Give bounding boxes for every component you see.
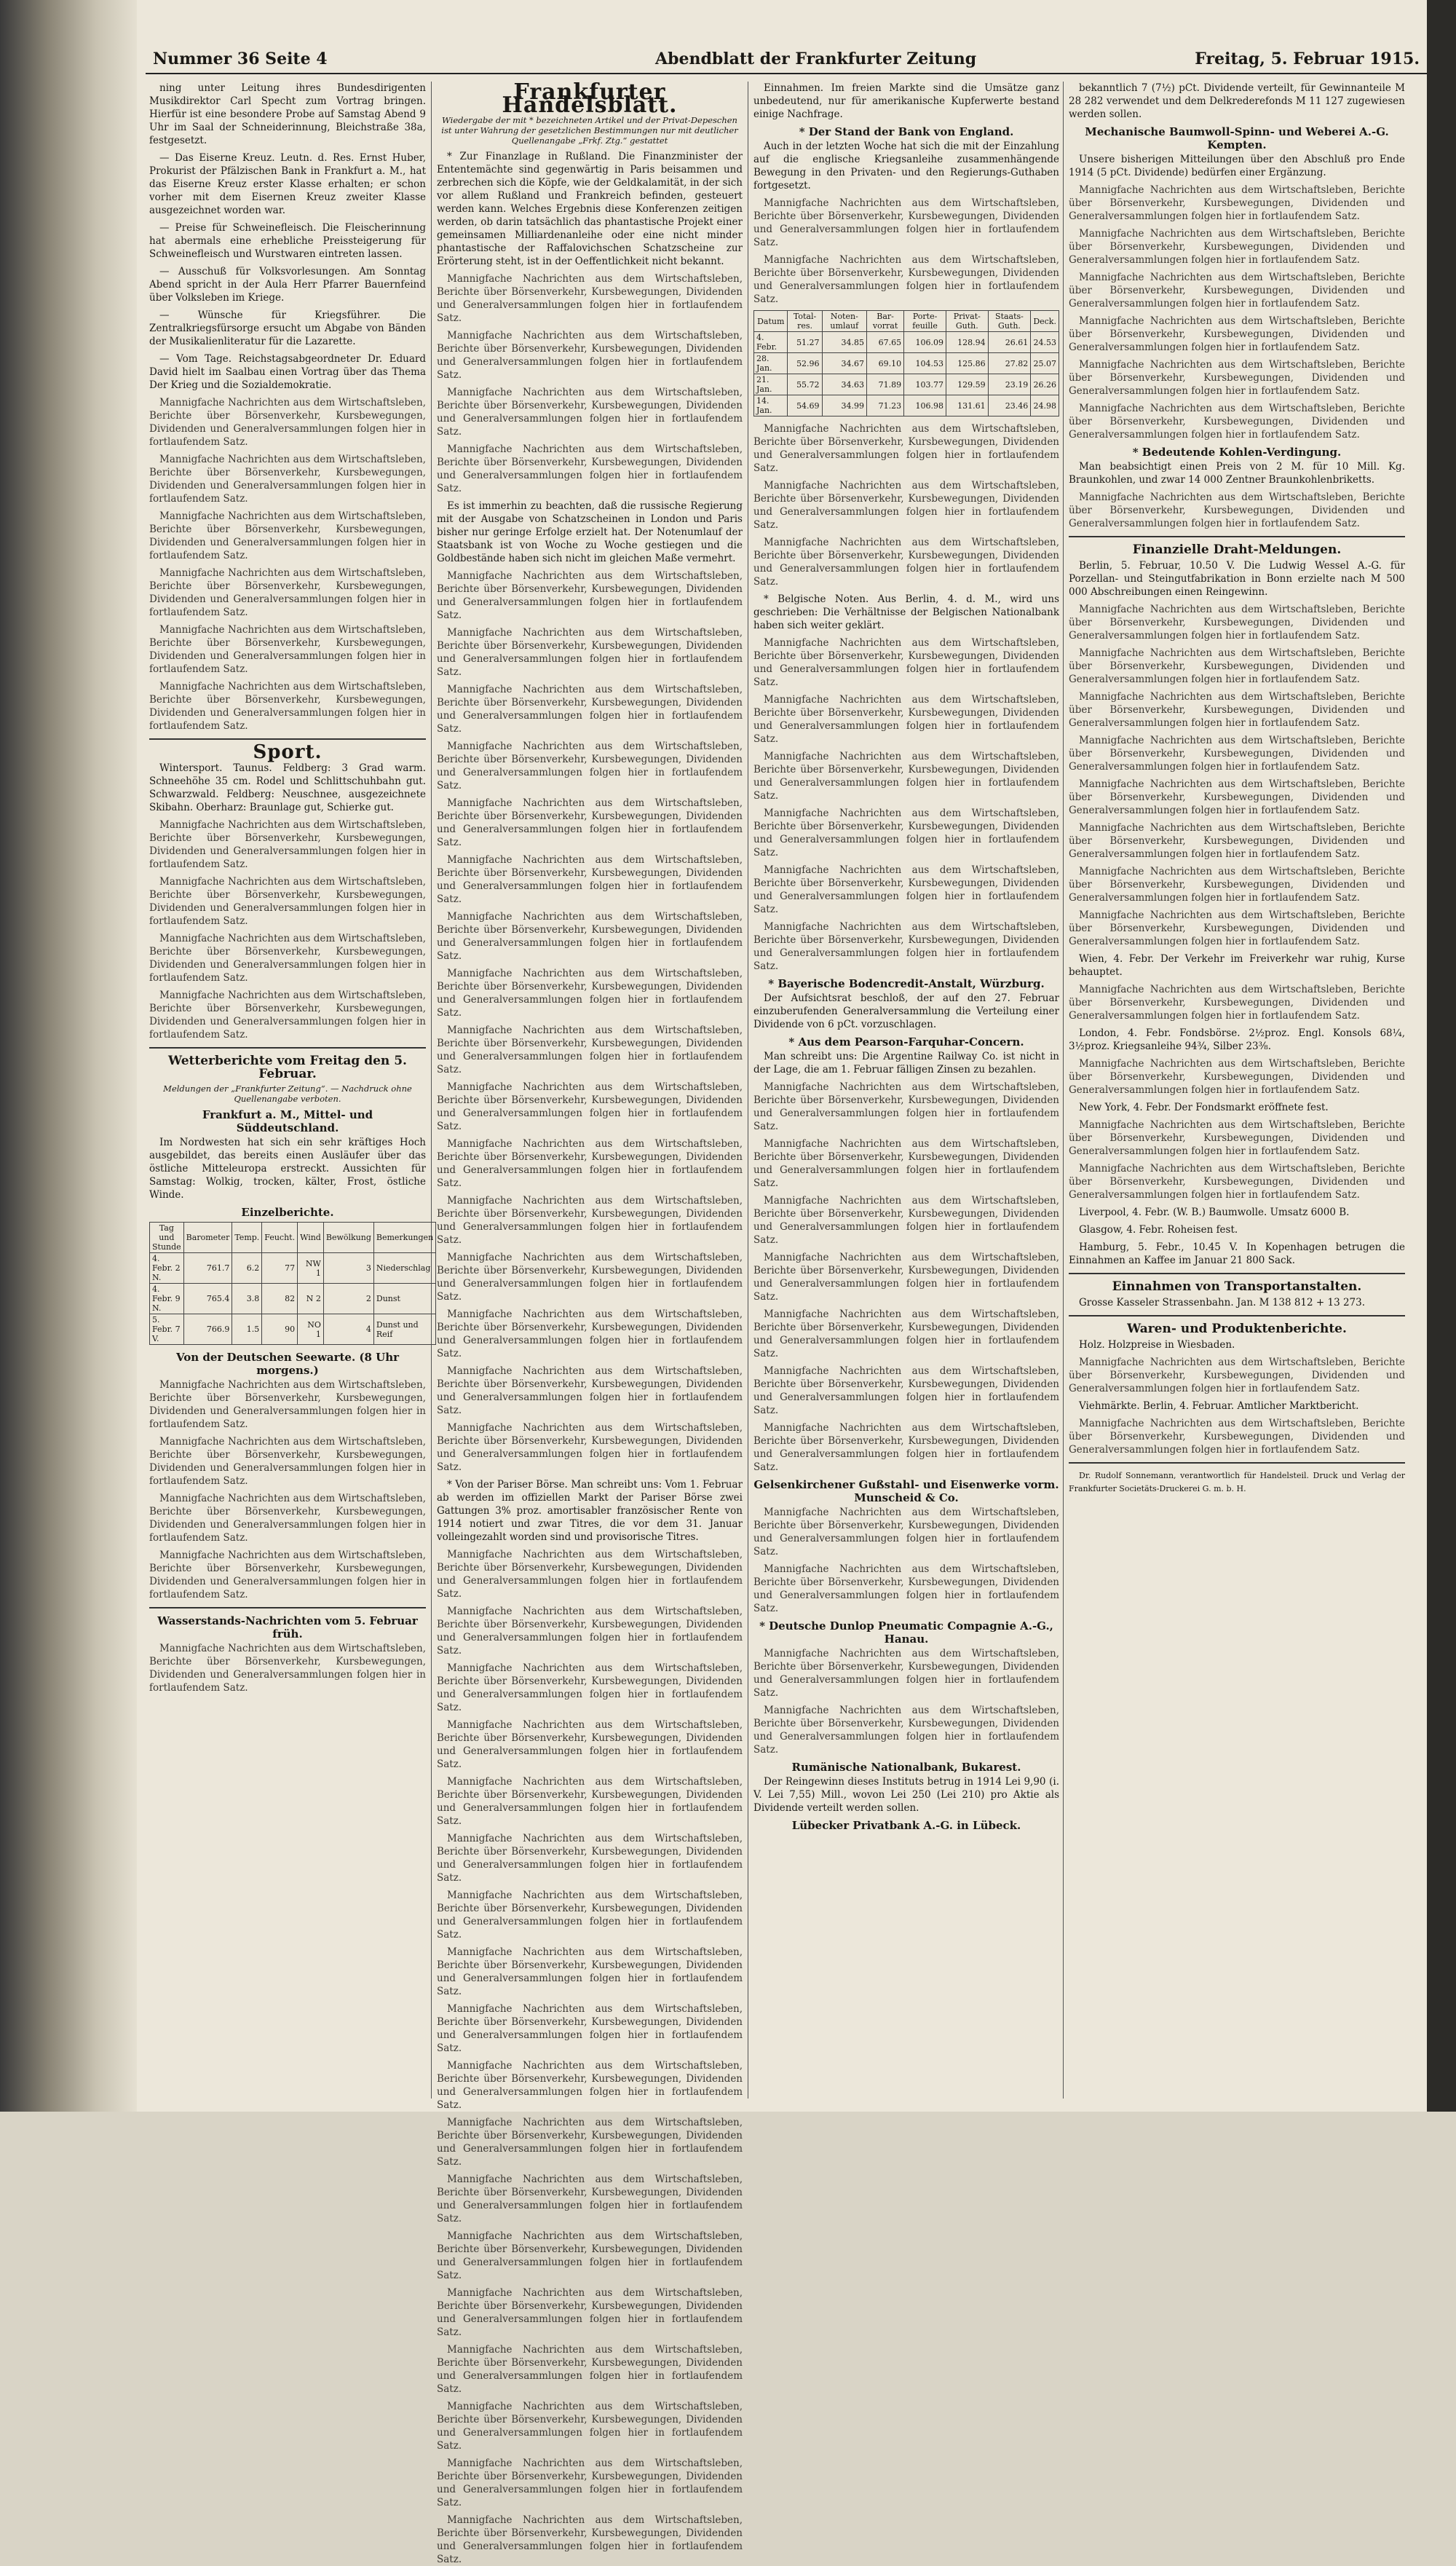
section-subtitle: * Bayerische Bodencredit-Anstalt, Würzburg. (768, 977, 1045, 990)
table-header: Temp. (232, 1223, 262, 1253)
table-row (754, 374, 1059, 395)
article-text: Mannigfache Nachrichten aus dem Wirtschaftsleben, Berichte über Börsenverkehr, Kursbewegungen, Dividenden und Generalversammlungen folgen hier in fortlaufendem Satz. (437, 797, 743, 848)
section-divider (1069, 536, 1405, 537)
imprint: Dr. Rudolf Sonnemann, verantwortlich für Handelsteil. Druck und Verlag der Frankfurter Societäts-Druckerei G. m. b. H. (1069, 1471, 1405, 1493)
article-text: Holz. Holzpreise in Wiesbaden. (1079, 1339, 1235, 1351)
article-text: Der Aufsichtsrat beschloß, der auf den 27. Februar einzuberufenden Generalversammlung die Verteilung einer Dividende von 6 pCt. vorzuschlagen. (753, 992, 1059, 1030)
column-2 (437, 79, 743, 2565)
article-text: Mannigfache Nachrichten aus dem Wirtschaftsleben, Berichte über Börsenverkehr, Kursbewegungen, Dividenden und Generalversammlungen folgen hier in fortlaufendem Satz. (753, 1705, 1059, 1756)
table-cell: 3.8 (232, 1284, 262, 1314)
article-text: Mannigfache Nachrichten aus dem Wirtschaftsleben, Berichte über Börsenverkehr, Kursbewegungen, Dividenden und Generalversammlungen folgen hier in fortlaufendem Satz. (1069, 647, 1405, 685)
article-text: Mannigfache Nachrichten aus dem Wirtschaftsleben, Berichte über Börsenverkehr, Kursbewegungen, Dividenden und Generalversammlungen folgen hier in fortlaufendem Satz. (437, 1025, 743, 1075)
article-text: Mannigfache Nachrichten aus dem Wirtschaftsleben, Berichte über Börsenverkehr, Kursbewegungen, Dividenden und Generalversammlungen folgen hier in fortlaufendem Satz. (753, 1422, 1059, 1473)
article-text: Mannigfache Nachrichten aus dem Wirtschaftsleben, Berichte über Börsenverkehr, Kursbewegungen, Dividenden und Generalversammlungen folgen hier in fortlaufendem Satz. (437, 1662, 743, 1713)
article-text: Mannigfache Nachrichten aus dem Wirtschaftsleben, Berichte über Börsenverkehr, Kursbewegungen, Dividenden und Generalversammlungen folgen hier in fortlaufendem Satz. (1069, 822, 1405, 860)
table-cell: 55.72 (788, 374, 822, 395)
article-text: Mannigfache Nachrichten aus dem Wirtschaftsleben, Berichte über Börsenverkehr, Kursbewegungen, Dividenden und Generalversammlungen folgen hier in fortlaufendem Satz. (437, 273, 743, 324)
article-text: Mannigfache Nachrichten aus dem Wirtschaftsleben, Berichte über Börsenverkehr, Kursbewegungen, Dividenden und Generalversammlungen folgen hier in fortlaufendem Satz. (437, 968, 743, 1019)
table-row (150, 1253, 436, 1284)
article-text: Mannigfache Nachrichten aus dem Wirtschaftsleben, Berichte über Börsenverkehr, Kursbewegungen, Dividenden und Generalversammlungen folgen hier in fortlaufendem Satz. (753, 423, 1059, 474)
article-text: Mannigfache Nachrichten aus dem Wirtschaftsleben, Berichte über Börsenverkehr, Kursbewegungen, Dividenden und Generalversammlungen folgen hier in fortlaufendem Satz. (753, 197, 1059, 248)
column-4 (1069, 82, 1405, 2099)
table-header: Porte-feuille (904, 311, 946, 332)
table-header: Datum (754, 311, 788, 332)
table-cell: 69.10 (867, 353, 904, 374)
article-text: Mannigfache Nachrichten aus dem Wirtschaftsleben, Berichte über Börsenverkehr, Kursbewegungen, Dividenden und Generalversammlungen folgen hier in fortlaufendem Satz. (437, 2003, 743, 2054)
table-cell: Niederschlag (373, 1253, 435, 1284)
article-text: Glasgow, 4. Febr. Roheisen fest. (1079, 1224, 1238, 1236)
table-header: Noten-umlauf (822, 311, 866, 332)
article-text: Mannigfache Nachrichten aus dem Wirtschaftsleben, Berichte über Börsenverkehr, Kursbewegungen, Dividenden und Generalversammlungen folgen hier in fortlaufendem Satz. (149, 454, 426, 505)
article-text: * Belgische Noten. Aus Berlin, 4. d. M., wird uns geschrieben: Die Verhältnisse der Belgischen Nationalbank haben sich weiter geklärt. (753, 593, 1059, 631)
table-cell: 125.86 (946, 353, 988, 374)
section-subtitle: Frankfurt a. M., Mittel- und Süddeutschland. (202, 1108, 373, 1134)
table-cell: 761.7 (183, 1253, 232, 1284)
table-cell: 26.61 (988, 332, 1031, 353)
article-text: Mannigfache Nachrichten aus dem Wirtschaftsleben, Berichte über Börsenverkehr, Kursbewegungen, Dividenden und Generalversammlungen folgen hier in fortlaufendem Satz. (437, 1776, 743, 1827)
copyright-note: Wiedergabe der mit * bezeichneten Artikel und der Privat-Depeschen ist unter Wahrung der gesetzlichen Bestimmungen nur mit deutlicher Quellenangabe „Frkf. Ztg.“ gestattet (441, 115, 738, 146)
article-text: Mannigfache Nachrichten aus dem Wirtschaftsleben, Berichte über Börsenverkehr, Kursbewegungen, Dividenden und Generalversammlungen folgen hier in fortlaufendem Satz. (437, 1308, 743, 1359)
section-title: Wetterberichte vom Freitag den 5. Februar. (168, 1054, 407, 1081)
article-text: Mannigfache Nachrichten aus dem Wirtschaftsleben, Berichte über Börsenverkehr, Kursbewegungen, Dividenden und Generalversammlungen folgen hier in fortlaufendem Satz. (753, 1365, 1059, 1416)
article-text: — Vom Tage. Reichstagsabgeordneter Dr. Eduard David hielt im Saalbau einen Vortrag über das Thema Der Krieg und die Sozialdemokratie. (149, 353, 426, 391)
article-text: Mannigfache Nachrichten aus dem Wirtschaftsleben, Berichte über Börsenverkehr, Kursbewegungen, Dividenden und Generalversammlungen folgen hier in fortlaufendem Satz. (1069, 604, 1405, 642)
article-text: Mannigfache Nachrichten aus dem Wirtschaftsleben, Berichte über Börsenverkehr, Kursbewegungen, Dividenden und Generalversammlungen folgen hier in fortlaufendem Satz. (149, 681, 426, 732)
article-text: Mannigfache Nachrichten aus dem Wirtschaftsleben, Berichte über Börsenverkehr, Kursbewegungen, Dividenden und Generalversammlungen folgen hier in fortlaufendem Satz. (149, 990, 426, 1041)
section-title: Sport. (253, 741, 323, 763)
article-text: Mannigfache Nachrichten aus dem Wirtschaftsleben, Berichte über Börsenverkehr, Kursbewegungen, Dividenden und Generalversammlungen folgen hier in fortlaufendem Satz. (437, 1195, 743, 1246)
header-date: Freitag, 5. Februar 1915. (1195, 50, 1420, 68)
section-subtitle: * Bedeutende Kohlen-Verdingung. (1132, 446, 1342, 459)
article-text: Liverpool, 4. Febr. (W. B.) Baumwolle. Umsatz 6000 B. (1079, 1207, 1350, 1218)
article-text: Mannigfache Nachrichten aus dem Wirtschaftsleben, Berichte über Börsenverkehr, Kursbewegungen, Dividenden und Generalversammlungen folgen hier in fortlaufendem Satz. (753, 1308, 1059, 1359)
header-page-number: Nummer 36 Seite 4 (153, 50, 328, 68)
article-text: Mannigfache Nachrichten aus dem Wirtschaftsleben, Berichte über Börsenverkehr, Kursbewegungen, Dividenden und Generalversammlungen folgen hier in fortlaufendem Satz. (753, 1138, 1059, 1189)
table-header: Bemerkungen (373, 1223, 435, 1253)
article-text: * Von der Pariser Börse. Man schreibt uns: Vom 1. Februar ab werden im offiziellen Markt der Pariser Börse zwei Gattungen 3% proz. amortisabler französischer Rente von 1914 notiert und zwar Titres, die vor dem 31. Januar volleingezahlt worden sind und provisorische Titres. (437, 1479, 743, 1543)
article-text: Mannigfache Nachrichten aus dem Wirtschaftsleben, Berichte über Börsenverkehr, Kursbewegungen, Dividenden und Generalversammlungen folgen hier in fortlaufendem Satz. (753, 254, 1059, 305)
article-text: — Wünsche für Kriegsführer. Die Zentralkriegsfürsorge ersucht um Abgabe von Bänden der Musikalienliteratur für die Lazarette. (149, 309, 426, 347)
table-cell: Dunst (373, 1284, 435, 1314)
table-header: Feucht. (262, 1223, 298, 1253)
article-text: Mannigfache Nachrichten aus dem Wirtschaftsleben, Berichte über Börsenverkehr, Kursbewegungen, Dividenden und Generalversammlungen folgen hier in fortlaufendem Satz. (437, 570, 743, 621)
column-3 (753, 82, 1059, 2099)
article-text: Mannigfache Nachrichten aus dem Wirtschaftsleben, Berichte über Börsenverkehr, Kursbewegungen, Dividenden und Generalversammlungen folgen hier in fortlaufendem Satz. (1069, 492, 1405, 529)
article-text: Mannigfache Nachrichten aus dem Wirtschaftsleben, Berichte über Börsenverkehr, Kursbewegungen, Dividenden und Generalversammlungen folgen hier in fortlaufendem Satz. (753, 921, 1059, 972)
table-cell: 104.53 (904, 353, 946, 374)
article-text: Mannigfache Nachrichten aus dem Wirtschaftsleben, Berichte über Börsenverkehr, Kursbewegungen, Dividenden und Generalversammlungen folgen hier in fortlaufendem Satz. (149, 1379, 426, 1430)
article-text: London, 4. Febr. Fondsbörse. 2½proz. Engl. Konsols 68¼, 3½proz. Kriegsanleihe 94¾, Silber 23⅜. (1069, 1027, 1405, 1052)
table-cell: 51.27 (788, 332, 822, 353)
table-cell: 106.98 (904, 395, 946, 417)
article-text: Mannigfache Nachrichten aus dem Wirtschaftsleben, Berichte über Börsenverkehr, Kursbewegungen, Dividenden und Generalversammlungen folgen hier in fortlaufendem Satz. (149, 1643, 426, 1694)
table-header: Tag und Stunde (150, 1223, 184, 1253)
table-cell: N 2 (298, 1284, 324, 1314)
article-text: Mannigfache Nachrichten aus dem Wirtschaftsleben, Berichte über Börsenverkehr, Kursbewegungen, Dividenden und Generalversammlungen folgen hier in fortlaufendem Satz. (753, 1081, 1059, 1132)
section-subtitle: Von der Deutschen Seewarte. (8 Uhr morgens.) (175, 1351, 400, 1377)
table-header: Deck. (1031, 311, 1059, 332)
table-row (754, 332, 1059, 353)
table-cell: 1.5 (232, 1314, 262, 1345)
section-divider (1069, 1462, 1405, 1464)
article-text: Mannigfache Nachrichten aus dem Wirtschaftsleben, Berichte über Börsenverkehr, Kursbewegungen, Dividenden und Generalversammlungen folgen hier in fortlaufendem Satz. (1069, 1163, 1405, 1201)
table-header: Total-res. (788, 311, 822, 332)
table-cell: Dunst und Reif (373, 1314, 435, 1345)
article-text: Mannigfache Nachrichten aus dem Wirtschaftsleben, Berichte über Börsenverkehr, Kursbewegungen, Dividenden und Generalversammlungen folgen hier in fortlaufendem Satz. (753, 694, 1059, 745)
article-text: New York, 4. Febr. Der Fondsmarkt eröffnete fest. (1079, 1102, 1329, 1113)
table-row (754, 353, 1059, 374)
article-text: Im Nordwesten hat sich ein sehr kräftiges Hoch ausgebildet, das bereits einen Ausläufer über das östliche Mitteleuropa erstreckt. Aussichten für Samstag: Wolkig, trocken, kälter, Frost, östliche Winde. (149, 1137, 426, 1201)
section-subtitle: * Der Stand der Bank von England. (799, 125, 1014, 138)
section-subtitle: Rumänische Nationalbank, Bukarest. (791, 1761, 1021, 1774)
article-text: Mannigfache Nachrichten aus dem Wirtschaftsleben, Berichte über Börsenverkehr, Kursbewegungen, Dividenden und Generalversammlungen folgen hier in fortlaufendem Satz. (437, 1081, 743, 1132)
article-text: Mannigfache Nachrichten aus dem Wirtschaftsleben, Berichte über Börsenverkehr, Kursbewegungen, Dividenden und Generalversammlungen folgen hier in fortlaufendem Satz. (437, 2060, 743, 2111)
article-text: Mannigfache Nachrichten aus dem Wirtschaftsleben, Berichte über Börsenverkehr, Kursbewegungen, Dividenden und Generalversammlungen folgen hier in fortlaufendem Satz. (437, 2174, 743, 2224)
table-cell: 766.9 (183, 1314, 232, 1345)
table-cell: 52.96 (788, 353, 822, 374)
table-cell: 54.69 (788, 395, 822, 417)
article-text: bekanntlich 7 (7½) pCt. Dividende verteilt, für Gewinnanteile M 28 282 verwendet und dem Delkrederefonds M 11 127 zugewiesen werden sollen. (1069, 82, 1405, 120)
table-cell: NO 1 (298, 1314, 324, 1345)
section-divider (149, 1047, 426, 1049)
article-text: Mannigfache Nachrichten aus dem Wirtschaftsleben, Berichte über Börsenverkehr, Kursbewegungen, Dividenden und Generalversammlungen folgen hier in fortlaufendem Satz. (1069, 984, 1405, 1022)
article-text: Mannigfache Nachrichten aus dem Wirtschaftsleben, Berichte über Börsenverkehr, Kursbewegungen, Dividenden und Generalversammlungen folgen hier in fortlaufendem Satz. (753, 1648, 1059, 1699)
article-text: Mannigfache Nachrichten aus dem Wirtschaftsleben, Berichte über Börsenverkehr, Kursbewegungen, Dividenden und Generalversammlungen folgen hier in fortlaufendem Satz. (437, 1833, 743, 1884)
section-subtitle: Mechanische Baumwoll-Spinn- und Weberei A.-G. Kempten. (1085, 125, 1389, 151)
table-cell: 24.53 (1031, 332, 1059, 353)
table-cell: 25.07 (1031, 353, 1059, 374)
section-title: Einnahmen von Transportanstalten. (1112, 1279, 1362, 1294)
table-cell: 128.94 (946, 332, 988, 353)
article-text: Mannigfache Nachrichten aus dem Wirtschaftsleben, Berichte über Börsenverkehr, Kursbewegungen, Dividenden und Generalversammlungen folgen hier in fortlaufendem Satz. (437, 2514, 743, 2565)
table-cell: 14. Jan. (754, 395, 788, 417)
article-text: Mannigfache Nachrichten aus dem Wirtschaftsleben, Berichte über Börsenverkehr, Kursbewegungen, Dividenden und Generalversammlungen folgen hier in fortlaufendem Satz. (1069, 403, 1405, 441)
table-cell: 129.59 (946, 374, 988, 395)
header-masthead: Abendblatt der Frankfurter Zeitung (655, 50, 977, 68)
article-text: Mannigfache Nachrichten aus dem Wirtschaftsleben, Berichte über Börsenverkehr, Kursbewegungen, Dividenden und Generalversammlungen folgen hier in fortlaufendem Satz. (437, 443, 743, 494)
article-text: Einnahmen. Im freien Markte sind die Umsätze ganz unbedeutend, nur für amerikanische Kupferwerte bestand einige Nachfrage. (753, 82, 1059, 120)
article-text: — Das Eiserne Kreuz. Leutn. d. Res. Ernst Huber, Prokurist der Pfälzischen Bank in Frankfurt a. M., hat das Eiserne Kreuz erster Klasse erhalten; er schon vorher mit dem Eisernen Kreuz zweiter Klasse ausgezeichnet worden war. (149, 152, 426, 216)
article-text: Mannigfache Nachrichten aus dem Wirtschaftsleben, Berichte über Börsenverkehr, Kursbewegungen, Dividenden und Generalversammlungen folgen hier in fortlaufendem Satz. (1069, 778, 1405, 816)
table-row (150, 1314, 436, 1345)
article-text: Mannigfache Nachrichten aus dem Wirtschaftsleben, Berichte über Börsenverkehr, Kursbewegungen, Dividenden und Generalversammlungen folgen hier in fortlaufendem Satz. (753, 1195, 1059, 1246)
article-text: Auch in der letzten Woche hat sich die mit der Einzahlung auf die englische Kriegsanleihe zusammenhängende Bewegung in den Privaten- und den Regierungs-Guthaben fortgesetzt. (753, 141, 1059, 192)
table-cell: 106.09 (904, 332, 946, 353)
article-text: Mannigfache Nachrichten aus dem Wirtschaftsleben, Berichte über Börsenverkehr, Kursbewegungen, Dividenden und Generalversammlungen folgen hier in fortlaufendem Satz. (437, 330, 743, 381)
article-text: Wien, 4. Febr. Der Verkehr im Freiverkehr war ruhig, Kurse behauptet. (1069, 953, 1405, 978)
section-subtitle: * Aus dem Pearson-Farquhar-Concern. (788, 1035, 1024, 1049)
article-text: * Zur Finanzlage in Rußland. Die Finanzminister der Ententemächte sind gegenwärtig in Paris beisammen und zerbrechen sich die Köpfe, wie der Geldkalamität, in der sich vor allem Rußland und Frankreich befinden, gesteuert werden kann. Welches Ergebnis diese Konferenzen zeitigen werden, ob darin tatsächlich das phantastische Projekt einer gemeinsamen Milliardenanleihe oder eine nicht minder phantastische der Raffalovichschen Schatzscheine zur Erörterung steht, ist in der Oeffentlichkeit nicht bekannt. (437, 151, 743, 267)
article-text: Mannigfache Nachrichten aus dem Wirtschaftsleben, Berichte über Börsenverkehr, Kursbewegungen, Dividenden und Generalversammlungen folgen hier in fortlaufendem Satz. (1069, 735, 1405, 773)
table-cell: 71.23 (867, 395, 904, 417)
article-text: Berlin, 5. Februar, 10.50 V. Die Ludwig Wessel A.-G. für Porzellan- und Steingutfabrikation in Bonn erzielte nach M 500 000 Abschreibungen einen Reingewinn. (1069, 560, 1405, 598)
table-row (150, 1284, 436, 1314)
table-header: Bar-vorrat (867, 311, 904, 332)
article-text: Mannigfache Nachrichten aus dem Wirtschaftsleben, Berichte über Börsenverkehr, Kursbewegungen, Dividenden und Generalversammlungen folgen hier in fortlaufendem Satz. (753, 480, 1059, 531)
table-cell: 4. Febr. (754, 332, 788, 353)
table-cell: 90 (262, 1314, 298, 1345)
section-divider (149, 738, 426, 740)
article-text: Mannigfache Nachrichten aus dem Wirtschaftsleben, Berichte über Börsenverkehr, Kursbewegungen, Dividenden und Generalversammlungen folgen hier in fortlaufendem Satz. (1069, 909, 1405, 947)
article-text: Der Reingewinn dieses Instituts betrug in 1914 Lei 9,90 (i. V. Lei 7,55) Mill., wovon Lei 250 (Lei 210) pro Aktie als Dividende verteilt werden sollen. (753, 1776, 1059, 1814)
article-text: — Preise für Schweinefleisch. Die Fleischerinnung hat abermals eine erhebliche Preissteigerung für Schweinefleisch und Wurstwaren eintreten lassen. (149, 222, 426, 260)
article-text: Mannigfache Nachrichten aus dem Wirtschaftsleben, Berichte über Börsenverkehr, Kursbewegungen, Dividenden und Generalversammlungen folgen hier in fortlaufendem Satz. (753, 1252, 1059, 1303)
article-text: Mannigfache Nachrichten aus dem Wirtschaftsleben, Berichte über Börsenverkehr, Kursbewegungen, Dividenden und Generalversammlungen folgen hier in fortlaufendem Satz. (437, 1719, 743, 1770)
article-text: Mannigfache Nachrichten aus dem Wirtschaftsleben, Berichte über Börsenverkehr, Kursbewegungen, Dividenden und Generalversammlungen folgen hier in fortlaufendem Satz. (149, 1493, 426, 1544)
article-text: Mannigfache Nachrichten aus dem Wirtschaftsleben, Berichte über Börsenverkehr, Kursbewegungen, Dividenden und Generalversammlungen folgen hier in fortlaufendem Satz. (149, 1550, 426, 1600)
table-cell: 131.61 (946, 395, 988, 417)
table-cell: 2 (323, 1284, 373, 1314)
section-subtitle: Wasserstands-Nachrichten vom 5. Februar früh. (157, 1614, 418, 1641)
article-text: Mannigfache Nachrichten aus dem Wirtschaftsleben, Berichte über Börsenverkehr, Kursbewegungen, Dividenden und Generalversammlungen folgen hier in fortlaufendem Satz. (437, 2458, 743, 2508)
section-divider (1069, 1273, 1405, 1274)
article-text: Unsere bisherigen Mitteilungen über den Abschluß pro Ende 1914 (5 pCt. Dividende) bedürfen einer Ergänzung. (1069, 154, 1405, 178)
article-text: Mannigfache Nachrichten aus dem Wirtschaftsleben, Berichte über Börsenverkehr, Kursbewegungen, Dividenden und Generalversammlungen folgen hier in fortlaufendem Satz. (1069, 228, 1405, 266)
article-text: Mannigfache Nachrichten aus dem Wirtschaftsleben, Berichte über Börsenverkehr, Kursbewegungen, Dividenden und Generalversammlungen folgen hier in fortlaufendem Satz. (1069, 691, 1405, 729)
article-text: Mannigfache Nachrichten aus dem Wirtschaftsleben, Berichte über Börsenverkehr, Kursbewegungen, Dividenden und Generalversammlungen folgen hier in fortlaufendem Satz. (1069, 1357, 1405, 1394)
section-subtitle: Einzelberichte. (241, 1206, 334, 1219)
table-cell: 82 (262, 1284, 298, 1314)
article-text: Mannigfache Nachrichten aus dem Wirtschaftsleben, Berichte über Börsenverkehr, Kursbewegungen, Dividenden und Generalversammlungen folgen hier in fortlaufendem Satz. (437, 1890, 743, 1941)
article-text: Mannigfache Nachrichten aus dem Wirtschaftsleben, Berichte über Börsenverkehr, Kursbewegungen, Dividenden und Generalversammlungen folgen hier in fortlaufendem Satz. (437, 1138, 743, 1189)
table-cell: 21. Jan. (754, 374, 788, 395)
column-1 (149, 82, 434, 2099)
article-text: Mannigfache Nachrichten aus dem Wirtschaftsleben, Berichte über Börsenverkehr, Kursbewegungen, Dividenden und Generalversammlungen folgen hier in fortlaufendem Satz. (437, 2230, 743, 2281)
table-cell: 4. Febr. 2 N. (150, 1253, 184, 1284)
table-cell: 34.63 (822, 374, 866, 395)
article-text: Mannigfache Nachrichten aus dem Wirtschaftsleben, Berichte über Börsenverkehr, Kursbewegungen, Dividenden und Generalversammlungen folgen hier in fortlaufendem Satz. (149, 1436, 426, 1487)
article-text: Mannigfache Nachrichten aus dem Wirtschaftsleben, Berichte über Börsenverkehr, Kursbewegungen, Dividenden und Generalversammlungen folgen hier in fortlaufendem Satz. (1069, 1418, 1405, 1456)
page-edge (1427, 0, 1456, 2112)
article-text: Mannigfache Nachrichten aus dem Wirtschaftsleben, Berichte über Börsenverkehr, Kursbewegungen, Dividenden und Generalversammlungen folgen hier in fortlaufendem Satz. (437, 387, 743, 438)
table-cell: 23.46 (988, 395, 1031, 417)
table-header: Wind (298, 1223, 324, 1253)
article-text: Mannigfache Nachrichten aus dem Wirtschaftsleben, Berichte über Börsenverkehr, Kursbewegungen, Dividenden und Generalversammlungen folgen hier in fortlaufendem Satz. (437, 2117, 743, 2168)
article-text: Mannigfache Nachrichten aus dem Wirtschaftsleben, Berichte über Börsenverkehr, Kursbewegungen, Dividenden und Generalversammlungen folgen hier in fortlaufendem Satz. (753, 864, 1059, 915)
section-divider (149, 1607, 426, 1608)
article-text: Mannigfache Nachrichten aus dem Wirtschaftsleben, Berichte über Börsenverkehr, Kursbewegungen, Dividenden und Generalversammlungen folgen hier in fortlaufendem Satz. (437, 1252, 743, 1303)
article-text: Mannigfache Nachrichten aus dem Wirtschaftsleben, Berichte über Börsenverkehr, Kursbewegungen, Dividenden und Generalversammlungen folgen hier in fortlaufendem Satz. (437, 627, 743, 678)
article-text: Es ist immerhin zu beachten, daß die russische Regierung mit der Ausgabe von Schatzscheinen in London und Paris bisher nur geringe Erfolge erzielt hat. Der Notenumlauf der Staatsbank ist von Woche zu Woche gestiegen und die Goldbestände haben sich nicht im gleichen Maße vermehrt. (437, 500, 743, 564)
table-cell: 103.77 (904, 374, 946, 395)
table-cell: 4. Febr. 9 N. (150, 1284, 184, 1314)
article-text: Mannigfache Nachrichten aus dem Wirtschaftsleben, Berichte über Börsenverkehr, Kursbewegungen, Dividenden und Generalversammlungen folgen hier in fortlaufendem Satz. (437, 911, 743, 962)
article-text: Man beabsichtigt einen Preis von 2 M. für 10 Mill. Kg. Braunkohlen, und zwar 14 000 Zentner Braunkohlenbriketts. (1069, 461, 1405, 486)
article-text: Mannigfache Nachrichten aus dem Wirtschaftsleben, Berichte über Börsenverkehr, Kursbewegungen, Dividenden und Generalversammlungen folgen hier in fortlaufendem Satz. (1069, 315, 1405, 353)
article-text: Mannigfache Nachrichten aus dem Wirtschaftsleben, Berichte über Börsenverkehr, Kursbewegungen, Dividenden und Generalversammlungen folgen hier in fortlaufendem Satz. (1069, 866, 1405, 904)
article-text: Mannigfache Nachrichten aus dem Wirtschaftsleben, Berichte über Börsenverkehr, Kursbewegungen, Dividenden und Generalversammlungen folgen hier in fortlaufendem Satz. (753, 637, 1059, 688)
article-text: Mannigfache Nachrichten aus dem Wirtschaftsleben, Berichte über Börsenverkehr, Kursbewegungen, Dividenden und Generalversammlungen folgen hier in fortlaufendem Satz. (1069, 359, 1405, 397)
table-cell: 26.26 (1031, 374, 1059, 395)
article-text: Wintersport. Taunus. Feldberg: 3 Grad warm. Schneehöhe 35 cm. Rodel und Schlittschuhbahn gut. Schwarzwald. Feldberg: Neuschnee, ausgezeichnete Skibahn. Oberharz: Braunlage gut, Schierke gut. (149, 762, 426, 813)
article-text: Mannigfache Nachrichten aus dem Wirtschaftsleben, Berichte über Börsenverkehr, Kursbewegungen, Dividenden und Generalversammlungen folgen hier in fortlaufendem Satz. (149, 397, 426, 448)
table-cell: 67.65 (867, 332, 904, 353)
table-cell: 34.67 (822, 353, 866, 374)
article-text: Mannigfache Nachrichten aus dem Wirtschaftsleben, Berichte über Börsenverkehr, Kursbewegungen, Dividenden und Generalversammlungen folgen hier in fortlaufendem Satz. (753, 537, 1059, 588)
article-text: Mannigfache Nachrichten aus dem Wirtschaftsleben, Berichte über Börsenverkehr, Kursbewegungen, Dividenden und Generalversammlungen folgen hier in fortlaufendem Satz. (437, 1606, 743, 1657)
article-text: — Ausschuß für Volksvorlesungen. Am Sonntag Abend spricht in der Aula Herr Pfarrer Bauernfeind über Volksleben im Kriege. (149, 266, 426, 304)
table-cell: 27.82 (988, 353, 1031, 374)
bank-table (753, 310, 1059, 417)
article-text: Mannigfache Nachrichten aus dem Wirtschaftsleben, Berichte über Börsenverkehr, Kursbewegungen, Dividenden und Generalversammlungen folgen hier in fortlaufendem Satz. (1069, 1058, 1405, 1096)
table-row (754, 395, 1059, 417)
column-rule (431, 82, 432, 2099)
weather-table (149, 1222, 436, 1345)
article-text: Mannigfache Nachrichten aus dem Wirtschaftsleben, Berichte über Börsenverkehr, Kursbewegungen, Dividenden und Generalversammlungen folgen hier in fortlaufendem Satz. (753, 808, 1059, 858)
book-binding (0, 0, 138, 2112)
table-header: Barometer (183, 1223, 232, 1253)
article-text: Mannigfache Nachrichten aus dem Wirtschaftsleben, Berichte über Börsenverkehr, Kursbewegungen, Dividenden und Generalversammlungen folgen hier in fortlaufendem Satz. (437, 1549, 743, 1600)
article-text: Mannigfache Nachrichten aus dem Wirtschaftsleben, Berichte über Börsenverkehr, Kursbewegungen, Dividenden und Generalversammlungen folgen hier in fortlaufendem Satz. (149, 510, 426, 561)
article-text: Mannigfache Nachrichten aus dem Wirtschaftsleben, Berichte über Börsenverkehr, Kursbewegungen, Dividenden und Generalversammlungen folgen hier in fortlaufendem Satz. (437, 1365, 743, 1416)
article-text: ning unter Leitung ihres Bundesdirigenten Musikdirektor Carl Specht zum Vortrag bringen. Hierfür ist eine besondere Probe auf Samstag Abend 9 Uhr im Saal der Schneiderinnung, Bleichstraße 38a, festgesetzt. (149, 82, 426, 146)
section-note: Meldungen der „Frankfurter Zeitung“. — Nachdruck ohne Quellenangabe verboten. (163, 1083, 412, 1104)
table-header: Privat-Guth. (946, 311, 988, 332)
article-text: Mannigfache Nachrichten aus dem Wirtschaftsleben, Berichte über Börsenverkehr, Kursbewegungen, Dividenden und Generalversammlungen folgen hier in fortlaufendem Satz. (149, 876, 426, 927)
article-text: Mannigfache Nachrichten aus dem Wirtschaftsleben, Berichte über Börsenverkehr, Kursbewegungen, Dividenden und Generalversammlungen folgen hier in fortlaufendem Satz. (437, 2401, 743, 2452)
table-cell: 4 (323, 1314, 373, 1345)
article-text: Grosse Kasseler Strassenbahn. Jan. M 138 812 + 13 273. (1079, 1297, 1366, 1308)
article-text: Mannigfache Nachrichten aus dem Wirtschaftsleben, Berichte über Börsenverkehr, Kursbewegungen, Dividenden und Generalversammlungen folgen hier in fortlaufendem Satz. (1069, 184, 1405, 222)
article-text: Mannigfache Nachrichten aus dem Wirtschaftsleben, Berichte über Börsenverkehr, Kursbewegungen, Dividenden und Generalversammlungen folgen hier in fortlaufendem Satz. (437, 2344, 743, 2395)
article-text: Mannigfache Nachrichten aus dem Wirtschaftsleben, Berichte über Börsenverkehr, Kursbewegungen, Dividenden und Generalversammlungen folgen hier in fortlaufendem Satz. (437, 2287, 743, 2338)
handelsblatt-title: Frankfurter Handelsblatt. (502, 79, 678, 118)
section-title: Waren- und Produktenberichte. (1127, 1322, 1347, 1336)
page-header (146, 44, 1427, 74)
article-text: Mannigfache Nachrichten aus dem Wirtschaftsleben, Berichte über Börsenverkehr, Kursbewegungen, Dividenden und Generalversammlungen folgen hier in fortlaufendem Satz. (1069, 1119, 1405, 1157)
section-subtitle: Gelsenkirchener Gußstahl- und Eisenwerke vorm. Munscheid & Co. (753, 1478, 1059, 1504)
section-title: Finanzielle Draht-Meldungen. (1132, 542, 1342, 557)
article-text: Mannigfache Nachrichten aus dem Wirtschaftsleben, Berichte über Börsenverkehr, Kursbewegungen, Dividenden und Generalversammlungen folgen hier in fortlaufendem Satz. (753, 751, 1059, 802)
article-text: Hamburg, 5. Febr., 10.45 V. In Kopenhagen betrugen die Einnahmen an Kaffee im Januar 21 800 Sack. (1069, 1241, 1405, 1266)
article-text: Mannigfache Nachrichten aus dem Wirtschaftsleben, Berichte über Börsenverkehr, Kursbewegungen, Dividenden und Generalversammlungen folgen hier in fortlaufendem Satz. (437, 1422, 743, 1473)
table-cell: 23.19 (988, 374, 1031, 395)
article-text: Mannigfache Nachrichten aus dem Wirtschaftsleben, Berichte über Börsenverkehr, Kursbewegungen, Dividenden und Generalversammlungen folgen hier in fortlaufendem Satz. (437, 684, 743, 735)
column-rule (1063, 82, 1064, 2099)
article-text: Mannigfache Nachrichten aus dem Wirtschaftsleben, Berichte über Börsenverkehr, Kursbewegungen, Dividenden und Generalversammlungen folgen hier in fortlaufendem Satz. (437, 741, 743, 791)
article-text: Mannigfache Nachrichten aus dem Wirtschaftsleben, Berichte über Börsenverkehr, Kursbewegungen, Dividenden und Generalversammlungen folgen hier in fortlaufendem Satz. (149, 567, 426, 618)
article-text: Mannigfache Nachrichten aus dem Wirtschaftsleben, Berichte über Börsenverkehr, Kursbewegungen, Dividenden und Generalversammlungen folgen hier in fortlaufendem Satz. (1069, 272, 1405, 309)
table-cell: 765.4 (183, 1284, 232, 1314)
section-subtitle: * Deutsche Dunlop Pneumatic Compagnie A.-G., Hanau. (759, 1619, 1053, 1646)
table-header: Bewölkung (323, 1223, 373, 1253)
article-text: Mannigfache Nachrichten aus dem Wirtschaftsleben, Berichte über Börsenverkehr, Kursbewegungen, Dividenden und Generalversammlungen folgen hier in fortlaufendem Satz. (149, 819, 426, 870)
table-cell: NW 1 (298, 1253, 324, 1284)
table-cell: 6.2 (232, 1253, 262, 1284)
article-text: Mannigfache Nachrichten aus dem Wirtschaftsleben, Berichte über Börsenverkehr, Kursbewegungen, Dividenden und Generalversammlungen folgen hier in fortlaufendem Satz. (149, 624, 426, 675)
table-cell: 34.99 (822, 395, 866, 417)
article-text: Mannigfache Nachrichten aus dem Wirtschaftsleben, Berichte über Börsenverkehr, Kursbewegungen, Dividenden und Generalversammlungen folgen hier in fortlaufendem Satz. (753, 1507, 1059, 1558)
section-subtitle: Lübecker Privatbank A.-G. in Lübeck. (791, 1819, 1021, 1832)
table-header: Staats-Guth. (988, 311, 1031, 332)
article-text: Viehmärkte. Berlin, 4. Februar. Amtlicher Marktbericht. (1079, 1400, 1359, 1412)
table-cell: 77 (262, 1253, 298, 1284)
table-cell: 24.98 (1031, 395, 1059, 417)
table-cell: 28. Jan. (754, 353, 788, 374)
table-cell: 34.85 (822, 332, 866, 353)
article-text: Mannigfache Nachrichten aus dem Wirtschaftsleben, Berichte über Börsenverkehr, Kursbewegungen, Dividenden und Generalversammlungen folgen hier in fortlaufendem Satz. (753, 1563, 1059, 1614)
article-text: Man schreibt uns: Die Argentine Railway Co. ist nicht in der Lage, die am 1. Februar fälligen Zinsen zu bezahlen. (753, 1051, 1059, 1075)
article-text: Mannigfache Nachrichten aus dem Wirtschaftsleben, Berichte über Börsenverkehr, Kursbewegungen, Dividenden und Generalversammlungen folgen hier in fortlaufendem Satz. (437, 854, 743, 905)
table-cell: 5. Febr. 7 V. (150, 1314, 184, 1345)
section-divider (1069, 1315, 1405, 1316)
article-text: Mannigfache Nachrichten aus dem Wirtschaftsleben, Berichte über Börsenverkehr, Kursbewegungen, Dividenden und Generalversammlungen folgen hier in fortlaufendem Satz. (437, 1946, 743, 1997)
table-cell: 71.89 (867, 374, 904, 395)
table-cell: 3 (323, 1253, 373, 1284)
article-text: Mannigfache Nachrichten aus dem Wirtschaftsleben, Berichte über Börsenverkehr, Kursbewegungen, Dividenden und Generalversammlungen folgen hier in fortlaufendem Satz. (149, 933, 426, 984)
